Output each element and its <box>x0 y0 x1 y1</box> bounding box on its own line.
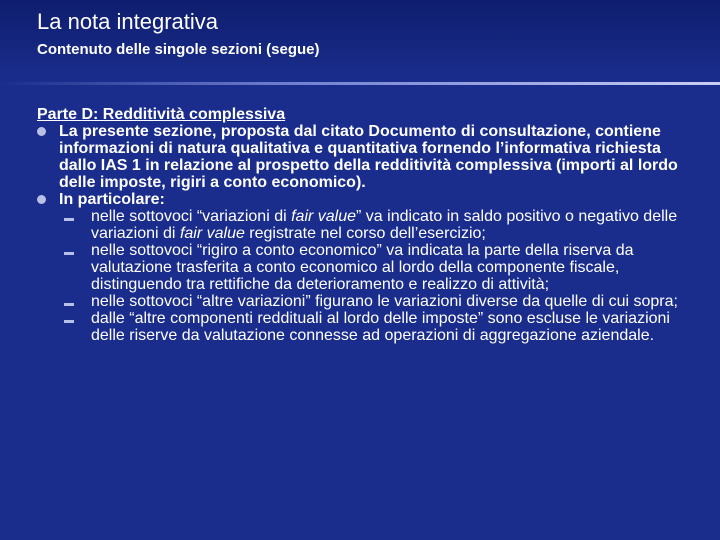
sub-bullet-list <box>59 208 697 344</box>
sub-bullet-text: nelle sottovoci “altre variazioni” figurano le variazioni diverse da quelle di cui sopra; <box>91 293 678 310</box>
bullet-dot-icon <box>37 127 46 136</box>
bullet-item <box>37 123 697 191</box>
sub-bullet-item <box>59 242 697 293</box>
slide-title: La nota integrativa <box>37 9 219 34</box>
slide-subtitle: Contenuto delle singole sezioni (segue) <box>37 41 320 58</box>
sub-bullet-item <box>59 310 697 344</box>
section-title: Parte D: Redditività complessiva <box>37 106 286 123</box>
bullet-text: La presente sezione, proposta dal citato Documento di consultazione, contiene informazioni di natura qualitativa e quantitativa fornendo l’informativa richiesta dallo IAS 1 in relazione al prospetto della redditività complessiva (importi al lordo delle imposte, rigiri a conto economico). <box>59 123 678 191</box>
italic-term: fair value <box>291 208 357 225</box>
sub-bullet-text: nelle sottovoci “rigiro a conto economico” va indicata la parte della riserva da valutazione trasferita a conto economico al lordo della componente fiscale, distinguendo tra rettifiche da deterioramento e realizzo di attività; <box>91 242 634 293</box>
sub-bullet-text: nelle sottovoci “variazioni di fair value” va indicato in saldo positivo o negativo delle variazioni di fair value registrate nel corso dell’esercizio; <box>91 208 678 242</box>
sub-bullet-text: dalle “altre componenti reddituali al lordo delle imposte” sono escluse le variazioni delle riserve da valutazione connesse ad operazioni di aggregazione aziendale. <box>91 310 670 344</box>
bullet-item <box>37 191 697 344</box>
header-divider <box>0 82 720 85</box>
bullet-text: In particolare: <box>59 191 165 208</box>
sub-bullet-item <box>59 208 697 242</box>
slide-body <box>37 106 697 344</box>
dash-bullet-icon <box>64 252 74 255</box>
italic-term: fair value <box>179 225 245 242</box>
dash-bullet-icon <box>64 218 74 221</box>
sub-bullet-item <box>59 293 697 310</box>
dash-bullet-icon <box>64 303 74 306</box>
bullet-list <box>37 123 697 344</box>
dash-bullet-icon <box>64 320 74 323</box>
bullet-dot-icon <box>37 195 46 204</box>
